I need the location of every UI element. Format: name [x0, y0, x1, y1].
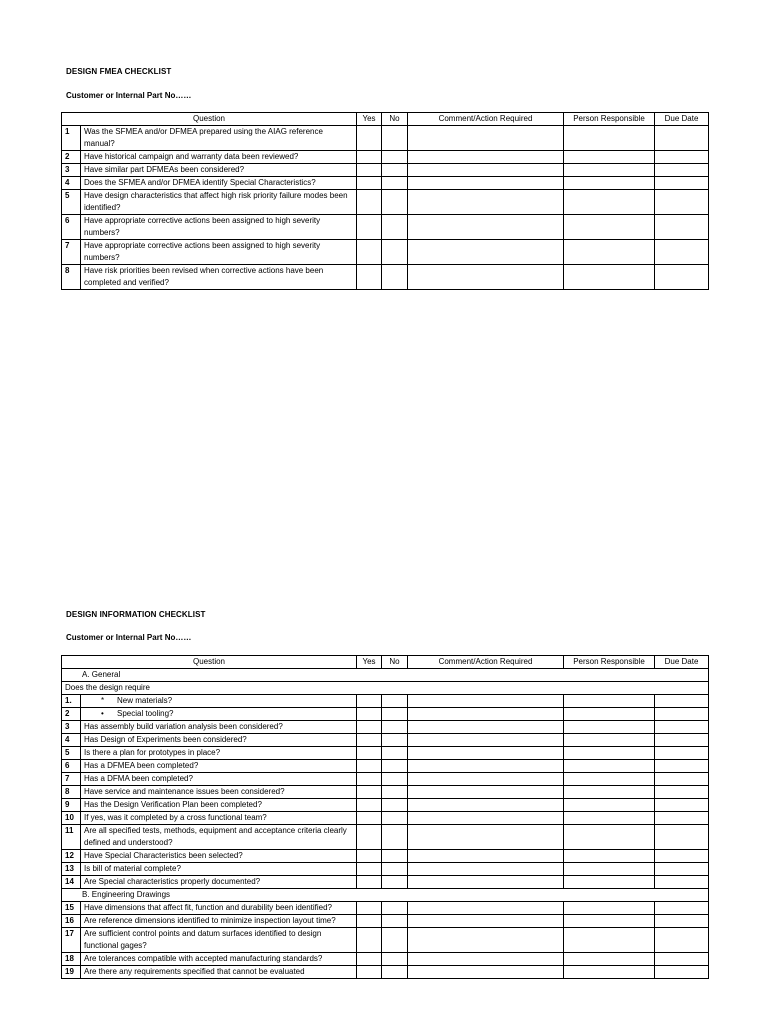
- section-row-general: [62, 669, 709, 682]
- table-row: [62, 215, 709, 240]
- header-question: Question: [62, 656, 357, 669]
- no-cell[interactable]: [382, 850, 408, 863]
- yes-cell[interactable]: [357, 966, 382, 979]
- question-text: Is there a plan for prototypes in place?: [81, 747, 357, 760]
- question-text: Are sufficient control points and datum surfaces identified to design functional gages?: [81, 928, 357, 953]
- due-date-cell[interactable]: [655, 786, 709, 799]
- header-yes: Yes: [357, 113, 382, 126]
- person-responsible-cell[interactable]: [564, 747, 655, 760]
- question-text: Are Special characteristics properly documented?: [81, 876, 357, 889]
- no-cell[interactable]: [382, 786, 408, 799]
- no-cell[interactable]: [382, 215, 408, 240]
- yes-cell[interactable]: [357, 863, 382, 876]
- person-responsible-cell[interactable]: [564, 265, 655, 290]
- person-responsible-cell[interactable]: [564, 695, 655, 708]
- table-row: [62, 863, 709, 876]
- row-number: 19: [62, 966, 81, 979]
- person-responsible-cell[interactable]: [564, 177, 655, 190]
- due-date-cell[interactable]: [655, 164, 709, 177]
- question-text: Does the SFMEA and/or DFMEA identify Special Characteristics?: [81, 177, 357, 190]
- yes-cell[interactable]: [357, 734, 382, 747]
- comment-cell[interactable]: [408, 953, 564, 966]
- yes-cell[interactable]: [357, 825, 382, 850]
- row-number: 18: [62, 953, 81, 966]
- person-responsible-cell[interactable]: [564, 902, 655, 915]
- question-text: Special tooling?: [117, 709, 174, 718]
- yes-cell[interactable]: [357, 695, 382, 708]
- subheading-label: Does the design require: [62, 682, 709, 695]
- row-number: 4: [62, 177, 81, 190]
- bullet-marker: *: [101, 696, 105, 705]
- no-cell[interactable]: [382, 240, 408, 265]
- info-checklist-title: DESIGN INFORMATION CHECKLIST: [66, 610, 206, 619]
- question-text: Is bill of material complete?: [81, 863, 357, 876]
- question-text: Has a DFMA been completed?: [81, 773, 357, 786]
- person-responsible-cell[interactable]: [564, 876, 655, 889]
- table-row: [62, 747, 709, 760]
- comment-cell[interactable]: [408, 215, 564, 240]
- due-date-cell[interactable]: [655, 190, 709, 215]
- yes-cell[interactable]: [357, 799, 382, 812]
- row-number: 17: [62, 928, 81, 953]
- person-responsible-cell[interactable]: [564, 812, 655, 825]
- row-number: 5: [62, 190, 81, 215]
- no-cell[interactable]: [382, 695, 408, 708]
- comment-cell[interactable]: [408, 850, 564, 863]
- due-date-cell[interactable]: [655, 126, 709, 151]
- due-date-cell[interactable]: [655, 760, 709, 773]
- question-text: Was the SFMEA and/or DFMEA prepared using the AIAG reference manual?: [81, 126, 357, 151]
- table-header-row: [62, 113, 709, 126]
- question-text: Have similar part DFMEAs been considered?: [81, 164, 357, 177]
- no-cell[interactable]: [382, 760, 408, 773]
- question-text: Have appropriate corrective actions been assigned to high severity numbers?: [81, 215, 357, 240]
- table-row: [62, 721, 709, 734]
- row-number: 2: [62, 708, 81, 721]
- table-row: [62, 126, 709, 151]
- yes-cell[interactable]: [357, 126, 382, 151]
- table-row: [62, 164, 709, 177]
- row-number: 8: [62, 265, 81, 290]
- due-date-cell[interactable]: [655, 747, 709, 760]
- yes-cell[interactable]: [357, 240, 382, 265]
- table-row: [62, 902, 709, 915]
- info-part-number-label: Customer or Internal Part No……: [66, 633, 192, 642]
- comment-cell[interactable]: [408, 966, 564, 979]
- no-cell[interactable]: [382, 953, 408, 966]
- comment-cell[interactable]: [408, 126, 564, 151]
- no-cell[interactable]: [382, 902, 408, 915]
- comment-cell[interactable]: [408, 825, 564, 850]
- question-text: Have design characteristics that affect high risk priority failure modes been identified?: [81, 190, 357, 215]
- row-number: 13: [62, 863, 81, 876]
- question-text: Has assembly build variation analysis been considered?: [81, 721, 357, 734]
- due-date-cell[interactable]: [655, 265, 709, 290]
- comment-cell[interactable]: [408, 760, 564, 773]
- header-comment: Comment/Action Required: [408, 656, 564, 669]
- row-number: 12: [62, 850, 81, 863]
- yes-cell[interactable]: [357, 850, 382, 863]
- row-number: 5: [62, 747, 81, 760]
- due-date-cell[interactable]: [655, 799, 709, 812]
- no-cell[interactable]: [382, 126, 408, 151]
- comment-cell[interactable]: [408, 695, 564, 708]
- header-no: No: [382, 656, 408, 669]
- person-responsible-cell[interactable]: [564, 190, 655, 215]
- question-text: Are reference dimensions identified to minimize inspection layout time?: [81, 915, 357, 928]
- question-text: If yes, was it completed by a cross functional team?: [81, 812, 357, 825]
- comment-cell[interactable]: [408, 721, 564, 734]
- person-responsible-cell[interactable]: [564, 215, 655, 240]
- yes-cell[interactable]: [357, 190, 382, 215]
- person-responsible-cell[interactable]: [564, 721, 655, 734]
- table-row: [62, 876, 709, 889]
- no-cell[interactable]: [382, 876, 408, 889]
- person-responsible-cell[interactable]: [564, 799, 655, 812]
- comment-cell[interactable]: [408, 863, 564, 876]
- yes-cell[interactable]: [357, 876, 382, 889]
- row-number: 16: [62, 915, 81, 928]
- row-number: 8: [62, 786, 81, 799]
- row-number: 11: [62, 825, 81, 850]
- table-row: [62, 966, 709, 979]
- table-row: [62, 786, 709, 799]
- question-text: Have Special Characteristics been selected?: [81, 850, 357, 863]
- due-date-cell[interactable]: [655, 850, 709, 863]
- due-date-cell[interactable]: [655, 151, 709, 164]
- due-date-cell[interactable]: [655, 177, 709, 190]
- person-responsible-cell[interactable]: [564, 708, 655, 721]
- yes-cell[interactable]: [357, 164, 382, 177]
- yes-cell[interactable]: [357, 953, 382, 966]
- no-cell[interactable]: [382, 863, 408, 876]
- no-cell[interactable]: [382, 825, 408, 850]
- question-text: New materials?: [117, 696, 173, 705]
- yes-cell[interactable]: [357, 786, 382, 799]
- comment-cell[interactable]: [408, 164, 564, 177]
- comment-cell[interactable]: [408, 876, 564, 889]
- comment-cell[interactable]: [408, 812, 564, 825]
- row-number: 6: [62, 760, 81, 773]
- due-date-cell[interactable]: [655, 825, 709, 850]
- table-row: [62, 773, 709, 786]
- person-responsible-cell[interactable]: [564, 928, 655, 953]
- section-label: A. General: [62, 669, 709, 682]
- due-date-cell[interactable]: [655, 721, 709, 734]
- no-cell[interactable]: [382, 265, 408, 290]
- yes-cell[interactable]: [357, 151, 382, 164]
- question-text: Have historical campaign and warranty data been reviewed?: [81, 151, 357, 164]
- question-text: Have appropriate corrective actions been assigned to high severity numbers?: [81, 240, 357, 265]
- due-date-cell[interactable]: [655, 773, 709, 786]
- section-row-engineering-drawings: [62, 889, 709, 902]
- yes-cell[interactable]: [357, 265, 382, 290]
- row-number: 1.: [62, 695, 81, 708]
- person-responsible-cell[interactable]: [564, 863, 655, 876]
- question-text: Has Design of Experiments been considered?: [81, 734, 357, 747]
- person-responsible-cell[interactable]: [564, 164, 655, 177]
- due-date-cell[interactable]: [655, 953, 709, 966]
- question-text: Have risk priorities been revised when corrective actions have been completed and verified?: [81, 265, 357, 290]
- comment-cell[interactable]: [408, 240, 564, 265]
- table-row: [62, 695, 709, 708]
- table-row: [62, 265, 709, 290]
- no-cell[interactable]: [382, 708, 408, 721]
- question-text: Have dimensions that affect fit, function and durability been identified?: [81, 902, 357, 915]
- row-number: 3: [62, 164, 81, 177]
- comment-cell[interactable]: [408, 177, 564, 190]
- question-text: Are all specified tests, methods, equipment and acceptance criteria clearly defined and understood?: [81, 825, 357, 850]
- yes-cell[interactable]: [357, 773, 382, 786]
- no-cell[interactable]: [382, 747, 408, 760]
- table-row: [62, 825, 709, 850]
- question-text-cell: [81, 695, 357, 708]
- table-row: [62, 915, 709, 928]
- fmea-checklist-title: DESIGN FMEA CHECKLIST: [66, 67, 172, 76]
- subheading-row: [62, 682, 709, 695]
- yes-cell[interactable]: [357, 915, 382, 928]
- table-row: [62, 734, 709, 747]
- table-row: [62, 850, 709, 863]
- row-number: 7: [62, 240, 81, 265]
- no-cell[interactable]: [382, 773, 408, 786]
- bullet-marker: •: [101, 709, 104, 718]
- person-responsible-cell[interactable]: [564, 953, 655, 966]
- fmea-part-number-label: Customer or Internal Part No……: [66, 91, 192, 100]
- due-date-cell[interactable]: [655, 695, 709, 708]
- question-text: Have service and maintenance issues been considered?: [81, 786, 357, 799]
- person-responsible-cell[interactable]: [564, 734, 655, 747]
- due-date-cell[interactable]: [655, 708, 709, 721]
- row-number: 7: [62, 773, 81, 786]
- header-due-date: Due Date: [655, 113, 709, 126]
- row-number: 9: [62, 799, 81, 812]
- due-date-cell[interactable]: [655, 902, 709, 915]
- person-responsible-cell[interactable]: [564, 786, 655, 799]
- due-date-cell[interactable]: [655, 915, 709, 928]
- design-info-checklist-table: [61, 655, 709, 979]
- row-number: 2: [62, 151, 81, 164]
- yes-cell[interactable]: [357, 721, 382, 734]
- due-date-cell[interactable]: [655, 966, 709, 979]
- yes-cell[interactable]: [357, 747, 382, 760]
- due-date-cell[interactable]: [655, 812, 709, 825]
- table-row: [62, 928, 709, 953]
- comment-cell[interactable]: [408, 151, 564, 164]
- row-number: 6: [62, 215, 81, 240]
- table-row: [62, 708, 709, 721]
- no-cell[interactable]: [382, 799, 408, 812]
- yes-cell[interactable]: [357, 902, 382, 915]
- no-cell[interactable]: [382, 734, 408, 747]
- row-number: 1: [62, 126, 81, 151]
- yes-cell[interactable]: [357, 928, 382, 953]
- due-date-cell[interactable]: [655, 734, 709, 747]
- no-cell[interactable]: [382, 721, 408, 734]
- comment-cell[interactable]: [408, 902, 564, 915]
- yes-cell[interactable]: [357, 177, 382, 190]
- due-date-cell[interactable]: [655, 876, 709, 889]
- table-row: [62, 177, 709, 190]
- person-responsible-cell[interactable]: [564, 126, 655, 151]
- table-row: [62, 953, 709, 966]
- table-row: [62, 240, 709, 265]
- yes-cell[interactable]: [357, 760, 382, 773]
- person-responsible-cell[interactable]: [564, 240, 655, 265]
- no-cell[interactable]: [382, 177, 408, 190]
- person-responsible-cell[interactable]: [564, 773, 655, 786]
- row-number: 15: [62, 902, 81, 915]
- header-no: No: [382, 113, 408, 126]
- comment-cell[interactable]: [408, 799, 564, 812]
- comment-cell[interactable]: [408, 747, 564, 760]
- row-number: 3: [62, 721, 81, 734]
- header-due-date: Due Date: [655, 656, 709, 669]
- table-row: [62, 151, 709, 164]
- yes-cell[interactable]: [357, 708, 382, 721]
- question-text: Are tolerances compatible with accepted manufacturing standards?: [81, 953, 357, 966]
- header-question: Question: [62, 113, 357, 126]
- no-cell[interactable]: [382, 966, 408, 979]
- comment-cell[interactable]: [408, 786, 564, 799]
- yes-cell[interactable]: [357, 215, 382, 240]
- header-yes: Yes: [357, 656, 382, 669]
- due-date-cell[interactable]: [655, 215, 709, 240]
- header-person-responsible: Person Responsible: [564, 113, 655, 126]
- table-header-row: [62, 656, 709, 669]
- due-date-cell[interactable]: [655, 928, 709, 953]
- comment-cell[interactable]: [408, 773, 564, 786]
- comment-cell[interactable]: [408, 928, 564, 953]
- person-responsible-cell[interactable]: [564, 966, 655, 979]
- table-row: [62, 760, 709, 773]
- no-cell[interactable]: [382, 164, 408, 177]
- question-text: Are there any requirements specified that cannot be evaluated: [81, 966, 357, 979]
- header-comment: Comment/Action Required: [408, 113, 564, 126]
- fmea-checklist-table: [61, 112, 709, 290]
- no-cell[interactable]: [382, 928, 408, 953]
- due-date-cell[interactable]: [655, 240, 709, 265]
- due-date-cell[interactable]: [655, 863, 709, 876]
- person-responsible-cell[interactable]: [564, 760, 655, 773]
- person-responsible-cell[interactable]: [564, 151, 655, 164]
- row-number: 10: [62, 812, 81, 825]
- yes-cell[interactable]: [357, 812, 382, 825]
- comment-cell[interactable]: [408, 265, 564, 290]
- no-cell[interactable]: [382, 151, 408, 164]
- row-number: 14: [62, 876, 81, 889]
- table-row: [62, 812, 709, 825]
- table-row: [62, 799, 709, 812]
- no-cell[interactable]: [382, 812, 408, 825]
- question-text: Has the Design Verification Plan been completed?: [81, 799, 357, 812]
- comment-cell[interactable]: [408, 190, 564, 215]
- table-row: [62, 190, 709, 215]
- comment-cell[interactable]: [408, 708, 564, 721]
- section-label: B. Engineering Drawings: [62, 889, 709, 902]
- question-text: Has a DFMEA been completed?: [81, 760, 357, 773]
- comment-cell[interactable]: [408, 915, 564, 928]
- no-cell[interactable]: [382, 915, 408, 928]
- person-responsible-cell[interactable]: [564, 825, 655, 850]
- person-responsible-cell[interactable]: [564, 850, 655, 863]
- header-person-responsible: Person Responsible: [564, 656, 655, 669]
- question-text-cell: [81, 708, 357, 721]
- comment-cell[interactable]: [408, 734, 564, 747]
- no-cell[interactable]: [382, 190, 408, 215]
- person-responsible-cell[interactable]: [564, 915, 655, 928]
- row-number: 4: [62, 734, 81, 747]
